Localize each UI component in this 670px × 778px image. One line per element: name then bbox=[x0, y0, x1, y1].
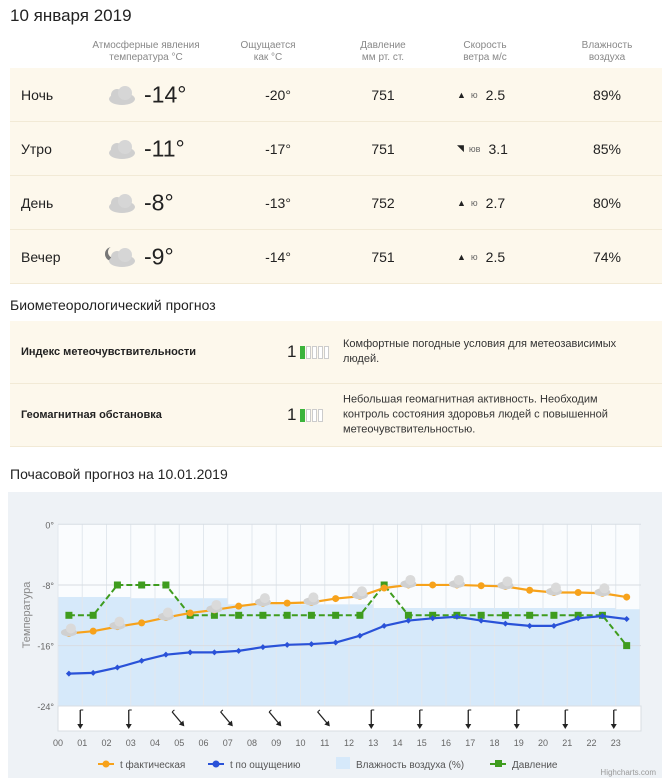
x-tick-label: 17 bbox=[465, 738, 476, 748]
x-tick-label: 21 bbox=[562, 738, 573, 748]
actual-temp-point bbox=[526, 587, 533, 594]
x-tick-label: 19 bbox=[513, 738, 524, 748]
y-tick-label: -8° bbox=[42, 580, 54, 591]
pressure-point bbox=[114, 582, 121, 589]
actual-temp-point bbox=[575, 589, 582, 596]
cloud-part bbox=[211, 600, 221, 610]
humidity-bar bbox=[567, 608, 591, 706]
actual-temp-point bbox=[332, 595, 339, 602]
wind-speed: 2.7 bbox=[485, 194, 506, 211]
wind-speed: 2.5 bbox=[485, 248, 506, 265]
scale-segment bbox=[312, 409, 317, 422]
highcharts-credit: Highcharts.com bbox=[600, 768, 656, 777]
humidity: 89% bbox=[592, 86, 622, 103]
period-label: Утро bbox=[21, 140, 52, 157]
wind-speed: 2.5 bbox=[485, 86, 506, 103]
scale-segment bbox=[300, 346, 305, 359]
legend-item: t по ощущению bbox=[230, 760, 301, 771]
legend-item: Давление bbox=[512, 760, 558, 771]
wind-arrow-icon: ▲ bbox=[457, 197, 466, 208]
header-pressure: Давление мм рт. ст. bbox=[360, 40, 406, 63]
forecast-row bbox=[10, 68, 662, 122]
pressure-point bbox=[308, 612, 315, 619]
pressure: 752 bbox=[371, 194, 395, 211]
legend-swatch-marker bbox=[103, 761, 110, 768]
bio-row bbox=[10, 321, 662, 384]
feels-like: -17° bbox=[265, 140, 291, 157]
bio-value-number: 1 bbox=[287, 405, 297, 424]
x-tick-label: 00 bbox=[52, 738, 64, 748]
humidity-bar bbox=[349, 604, 373, 706]
cloud-part bbox=[599, 583, 609, 593]
actual-temp-point bbox=[90, 628, 97, 635]
forecast-row bbox=[10, 176, 662, 230]
actual-temp-point bbox=[138, 619, 145, 626]
x-tick-label: 23 bbox=[610, 738, 621, 748]
actual-temp-point bbox=[429, 581, 436, 588]
bio-name: Индекс метеочувствительности bbox=[21, 346, 197, 358]
wind-direction: ю bbox=[470, 251, 478, 262]
wind-direction: ю bbox=[470, 89, 478, 100]
y-tick-label: 0° bbox=[45, 520, 54, 531]
pressure-point bbox=[259, 612, 266, 619]
x-tick-label: 01 bbox=[77, 738, 88, 748]
cloud-part bbox=[405, 575, 415, 585]
bio-value bbox=[287, 405, 323, 425]
pressure-point bbox=[65, 612, 72, 619]
feels-like: -14° bbox=[265, 248, 291, 265]
wind-arrow-icon: ▲ bbox=[457, 251, 466, 262]
x-tick-label: 16 bbox=[440, 738, 452, 748]
cloud-part bbox=[551, 583, 561, 593]
humidity-bar bbox=[107, 597, 131, 706]
x-tick-label: 20 bbox=[537, 738, 549, 748]
wind-direction: юв bbox=[468, 143, 481, 154]
scale-segment bbox=[306, 409, 311, 422]
cloudy-icon bbox=[102, 137, 138, 161]
pressure-point bbox=[332, 612, 339, 619]
cloud-part bbox=[308, 592, 318, 602]
wind bbox=[457, 249, 505, 265]
pressure-point bbox=[90, 612, 97, 619]
actual-temp-point bbox=[478, 582, 485, 589]
x-tick-label: 05 bbox=[174, 738, 185, 748]
legend-humidity-swatch bbox=[336, 757, 350, 769]
pressure-point bbox=[235, 612, 242, 619]
pressure-point bbox=[356, 612, 363, 619]
humidity-bar bbox=[616, 609, 640, 706]
forecast-row bbox=[10, 122, 662, 176]
humidity: 85% bbox=[592, 140, 622, 157]
wind bbox=[457, 195, 505, 211]
bio-description: Комфортные погодные условия для метеозависимых людей. bbox=[343, 338, 617, 365]
x-tick-label: 02 bbox=[101, 738, 112, 748]
y-tick-label: -24° bbox=[37, 702, 54, 713]
cloud-part bbox=[357, 586, 367, 596]
x-tick-label: 22 bbox=[586, 738, 597, 748]
wind-direction: ю bbox=[470, 197, 478, 208]
x-tick-label: 18 bbox=[489, 738, 500, 748]
legend-item: t фактическая bbox=[120, 760, 186, 771]
cloud-part bbox=[260, 593, 270, 603]
bio-value bbox=[287, 342, 329, 362]
period-label: День bbox=[21, 194, 54, 211]
wind-speed: 3.1 bbox=[488, 140, 508, 157]
pressure-point bbox=[138, 582, 145, 589]
header-feels: Ощущается как °C bbox=[240, 40, 296, 63]
scale-segment bbox=[324, 346, 329, 359]
wind-arrow-icon: ▲ bbox=[457, 89, 466, 100]
header-wind: Скорость ветра м/с bbox=[463, 40, 507, 63]
actual-temp-point bbox=[623, 594, 630, 601]
x-tick-label: 09 bbox=[271, 738, 282, 748]
actual-temp-point bbox=[381, 584, 388, 591]
y-tick-label: -16° bbox=[37, 641, 54, 652]
humidity-bar bbox=[301, 604, 325, 706]
x-tick-label: 10 bbox=[295, 738, 306, 748]
humidity-bar bbox=[422, 608, 446, 706]
temperature: -14° bbox=[144, 81, 187, 107]
pressure-point bbox=[502, 612, 509, 619]
period-label: Вечер bbox=[21, 248, 61, 265]
x-tick-label: 13 bbox=[368, 738, 379, 748]
forecast-row bbox=[10, 230, 662, 284]
pressure-point bbox=[162, 582, 169, 589]
humidity-bar bbox=[325, 604, 349, 706]
x-tick-label: 14 bbox=[392, 738, 403, 748]
humidity-bar bbox=[228, 604, 252, 706]
cloud-part bbox=[66, 623, 76, 633]
wind-row bbox=[58, 706, 641, 731]
wind bbox=[457, 87, 505, 103]
humidity-bar bbox=[252, 604, 276, 706]
humidity-bar bbox=[446, 608, 470, 706]
bio-scale bbox=[300, 409, 323, 422]
pressure: 751 bbox=[371, 248, 395, 265]
actual-temp-point bbox=[187, 609, 194, 616]
scale-segment bbox=[318, 409, 323, 422]
cloud-part bbox=[502, 576, 512, 586]
x-tick-label: 04 bbox=[149, 738, 161, 748]
hourly-title: Почасовой прогноз на 10.01.2019 bbox=[10, 466, 228, 482]
y-axis-label: Температура bbox=[21, 581, 33, 649]
humidity-bar bbox=[592, 608, 616, 706]
x-tick-label: 15 bbox=[416, 738, 427, 748]
actual-temp-point bbox=[284, 600, 291, 607]
x-tick-label: 12 bbox=[343, 738, 355, 748]
temperature: -8° bbox=[144, 189, 174, 215]
scale-segment bbox=[300, 409, 305, 422]
humidity-bar bbox=[131, 598, 155, 706]
cloud-part bbox=[163, 608, 173, 618]
bio-table bbox=[10, 321, 662, 447]
cloud-part bbox=[454, 575, 464, 585]
humidity: 80% bbox=[592, 194, 622, 211]
pressure-point bbox=[526, 612, 533, 619]
wind bbox=[457, 141, 508, 157]
cloudy-icon bbox=[102, 83, 138, 107]
wind-arrow-icon: ◥ bbox=[457, 143, 464, 153]
x-tick-label: 07 bbox=[222, 738, 233, 748]
hourly-chart-svg bbox=[0, 492, 670, 778]
bio-name: Геомагнитная обстановка bbox=[21, 409, 162, 421]
x-tick-label: 08 bbox=[246, 738, 258, 748]
x-tick-label: 11 bbox=[320, 738, 330, 748]
legend-item: Влажность воздуха (%) bbox=[356, 760, 465, 771]
cloudy-icon bbox=[102, 191, 138, 215]
forecast-table bbox=[10, 68, 662, 284]
x-tick-label: 06 bbox=[198, 738, 209, 748]
header-humidity: Влажность воздуха bbox=[581, 40, 633, 63]
cloud-part bbox=[114, 617, 124, 627]
bio-value-number: 1 bbox=[287, 342, 297, 361]
temperature: -11° bbox=[144, 135, 185, 161]
actual-temp-point bbox=[235, 603, 242, 610]
bio-description: Небольшая геомагнитная активность. Необходим контроль состояния здоровья людей с повышенной метеочувствительностью. bbox=[343, 393, 608, 436]
bio-scale bbox=[300, 346, 329, 359]
legend-swatch-marker bbox=[213, 761, 220, 768]
humidity-bar bbox=[519, 608, 543, 706]
legend-swatch-marker bbox=[495, 760, 502, 767]
partly-cloudy-night-icon bbox=[102, 245, 138, 269]
header-weather: Атмосферные явления температура °C bbox=[92, 40, 200, 63]
scale-segment bbox=[312, 346, 317, 359]
feels-like: -13° bbox=[265, 194, 291, 211]
scale-segment bbox=[306, 346, 311, 359]
feels-like: -20° bbox=[265, 86, 291, 103]
humidity: 74% bbox=[592, 248, 622, 265]
pressure: 751 bbox=[371, 86, 395, 103]
pressure: 751 bbox=[371, 140, 395, 157]
bio-row bbox=[10, 384, 662, 447]
period-label: Ночь bbox=[21, 86, 54, 103]
scale-segment bbox=[318, 346, 323, 359]
pressure-point bbox=[550, 612, 557, 619]
pressure-point bbox=[284, 612, 291, 619]
temperature: -9° bbox=[144, 243, 174, 269]
humidity-bar bbox=[276, 604, 300, 706]
date-title: 10 января 2019 bbox=[10, 6, 132, 25]
pressure-point bbox=[623, 642, 630, 649]
bio-title: Биометеорологический прогноз bbox=[10, 297, 216, 313]
x-tick-label: 03 bbox=[125, 738, 136, 748]
